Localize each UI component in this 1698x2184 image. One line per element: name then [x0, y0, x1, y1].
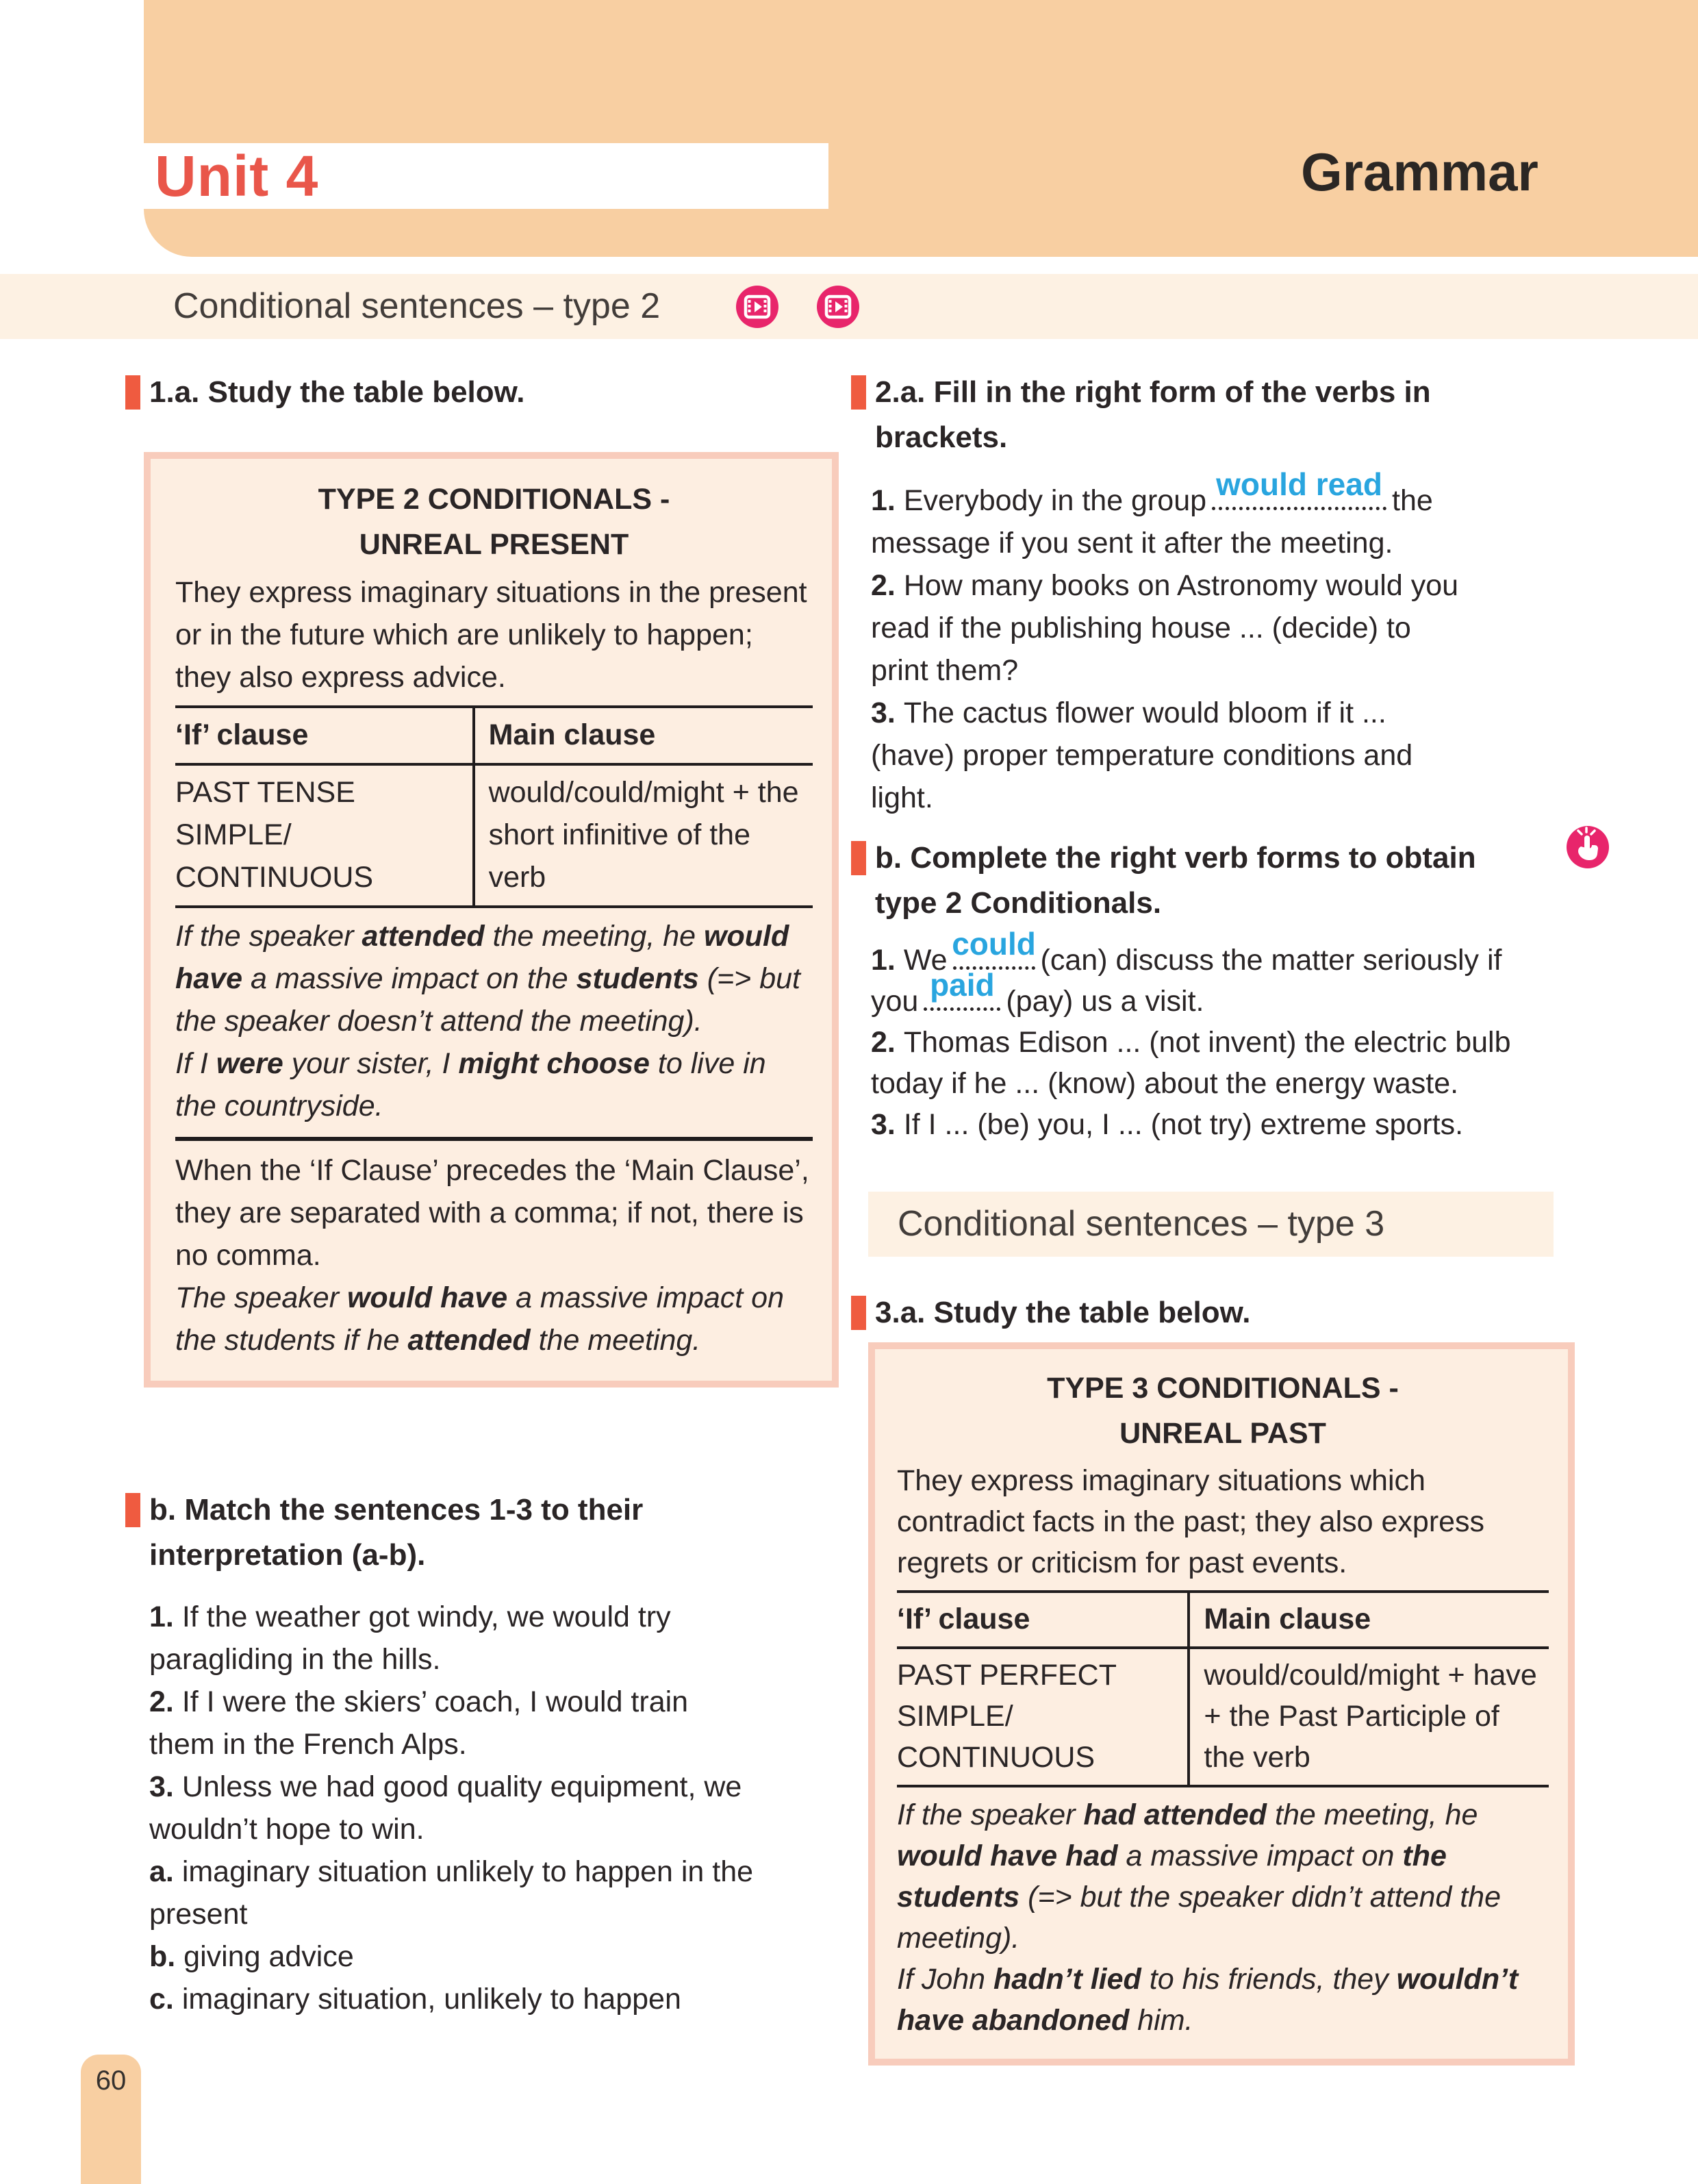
- list-item: 2. If I were the skiers’ coach, I would train them in the French Alps.: [149, 1685, 689, 1761]
- list-item: 1. If the weather got windy, we would try paragliding in the hills.: [149, 1601, 671, 1676]
- type3-box-title-line1: TYPE 3 CONDITIONALS -: [1047, 1372, 1399, 1405]
- exercise-2b-heading: [851, 836, 1508, 926]
- exercise-marker: [125, 1493, 140, 1527]
- list-item: b. giving advice: [149, 1940, 354, 1973]
- header-banner: [144, 0, 1698, 257]
- table-header-main-clause: Main clause: [488, 718, 656, 751]
- list-item: c. imaginary situation, unlikely to happen: [149, 1983, 681, 2016]
- type2-comma-note: When the ‘If Clause’ precedes the ‘Main Clause’, they are separated with a comma; if not, there is no comma.: [175, 1154, 809, 1272]
- list-item: 3. If I ... (be) you, I ... (not try) extreme sports.: [871, 1108, 1464, 1141]
- exercise-marker: [851, 841, 866, 875]
- list-item: 3. The cactus flower would bloom if it ... (have) proper temperature conditions and light.: [871, 696, 1413, 814]
- type2-clause-table: [175, 705, 813, 908]
- video-icon[interactable]: [817, 286, 859, 328]
- table-header-if-clause: ‘If’ clause: [175, 708, 475, 763]
- list-item: a. imaginary situation unlikely to happen in the present: [149, 1855, 754, 1931]
- unit-strip: [144, 143, 828, 209]
- type3-example-1: If the speaker had attended the meeting, he would have had a massive impact on the students (=> but the speaker didn’t attend the meeting).: [897, 1798, 1501, 1955]
- exercise-3a-heading-text: 3.a. Study the table below.: [875, 1296, 1251, 1329]
- exercise-2b-heading-text: b. Complete the right verb forms to obtain type 2 Conditionals.: [875, 841, 1476, 920]
- exercise-1b-items: [149, 1596, 755, 2020]
- table-header-if-clause: ‘If’ clause: [897, 1593, 1190, 1646]
- exercise-1a-heading: [125, 370, 817, 415]
- exercise-2a-heading-text: 2.a. Fill in the right form of the verbs in brackets.: [875, 375, 1431, 454]
- type3-example-2: If John hadn’t lied to his friends, they wouldn’t have abandoned him.: [897, 1963, 1519, 2037]
- box-divider: [175, 1137, 813, 1141]
- type2-note-example: The speaker would have a massive impact on the students if he attended the meeting.: [175, 1281, 785, 1357]
- exercise-2a-heading: [851, 370, 1556, 460]
- table-header-row: [897, 1593, 1549, 1649]
- type3-box-title-line2: UNREAL PAST: [1119, 1417, 1326, 1450]
- table-cell-if-clause: PAST TENSE SIMPLE/ CONTINUOUS: [175, 766, 475, 905]
- exercise-2b-items: [871, 926, 1515, 1145]
- type2-box-title: [175, 477, 813, 567]
- handwritten-answer: could: [952, 926, 1036, 962]
- page-number: 60: [95, 2066, 127, 2096]
- type2-box-title-line1: TYPE 2 CONDITIONALS -: [318, 483, 670, 516]
- exercise-3a-heading: [851, 1290, 1543, 1335]
- page-number-tab: [81, 2055, 141, 2184]
- type2-example-1: If the speaker attended the meeting, he would have a massive impact on the students (=> but the speaker doesn’t attend the meeting).: [175, 920, 800, 1038]
- type3-box-title: [897, 1366, 1549, 1456]
- exercise-marker: [851, 1296, 866, 1330]
- section-band-type2-title: Conditional sentences – type 2: [173, 286, 661, 326]
- handwritten-answer: paid: [930, 967, 995, 1003]
- type3-box-description: They express imaginary situations which contradict facts in the past; they also express regrets or criticism for past events.: [897, 1464, 1485, 1579]
- page-section-title: Grammar: [1301, 142, 1538, 202]
- type3-clause-table: [897, 1590, 1549, 1787]
- unit-title: Unit 4: [155, 144, 319, 208]
- answer-blank[interactable]: [1212, 466, 1386, 510]
- click-hand-icon[interactable]: [1567, 826, 1609, 868]
- section-band-type3: [868, 1192, 1554, 1257]
- video-icon[interactable]: [736, 286, 778, 328]
- handwritten-answer: would read: [1216, 466, 1382, 502]
- type2-box-description: They express imaginary situations in the present or in the future which are unlikely to happen; they also express advice.: [175, 576, 807, 694]
- table-cell-main-clause: would/could/might + have + the Past Participle of the verb: [1204, 1659, 1537, 1774]
- exercise-2a-items: [871, 466, 1460, 819]
- table-row: [897, 1649, 1549, 1785]
- exercise-1b-heading: [125, 1488, 820, 1578]
- table-row: [175, 766, 813, 905]
- list-item: 1. We could (can) discuss the matter seriously if you paid (pay) us a visit.: [871, 926, 1502, 1018]
- list-item: 1. Everybody in the group would read the message if you sent it after the meeting.: [871, 466, 1433, 560]
- list-item: 3. Unless we had good quality equipment, we wouldn’t hope to win.: [149, 1770, 742, 1846]
- type2-example-2: If I were your sister, I might choose to live in the countryside.: [175, 1047, 766, 1122]
- table-cell-main-clause: would/could/might + the short infinitive of the verb: [488, 776, 799, 894]
- type2-box-title-line2: UNREAL PRESENT: [359, 528, 629, 561]
- type3-grammar-box: [868, 1342, 1575, 2066]
- exercise-marker: [125, 375, 140, 410]
- list-item: 2. Thomas Edison ... (not invent) the electric bulb today if he ... (know) about the energy waste.: [871, 1026, 1511, 1100]
- answer-blank[interactable]: [924, 967, 1000, 1011]
- exercise-1a-heading-text: 1.a. Study the table below.: [149, 375, 525, 409]
- section-band-type3-title: Conditional sentences – type 3: [898, 1204, 1385, 1244]
- table-header-main-clause: Main clause: [1204, 1603, 1371, 1635]
- exercise-1b-heading-text: b. Match the sentences 1-3 to their interpretation (a-b).: [149, 1493, 644, 1572]
- table-cell-if-clause: PAST PERFECT SIMPLE/ CONTINUOUS: [897, 1649, 1190, 1785]
- table-header-row: [175, 708, 813, 766]
- exercise-marker: [851, 375, 866, 410]
- list-item: 2. How many books on Astronomy would you read if the publishing house ... (decide) to print them?: [871, 569, 1459, 687]
- type2-grammar-box: [144, 452, 839, 1388]
